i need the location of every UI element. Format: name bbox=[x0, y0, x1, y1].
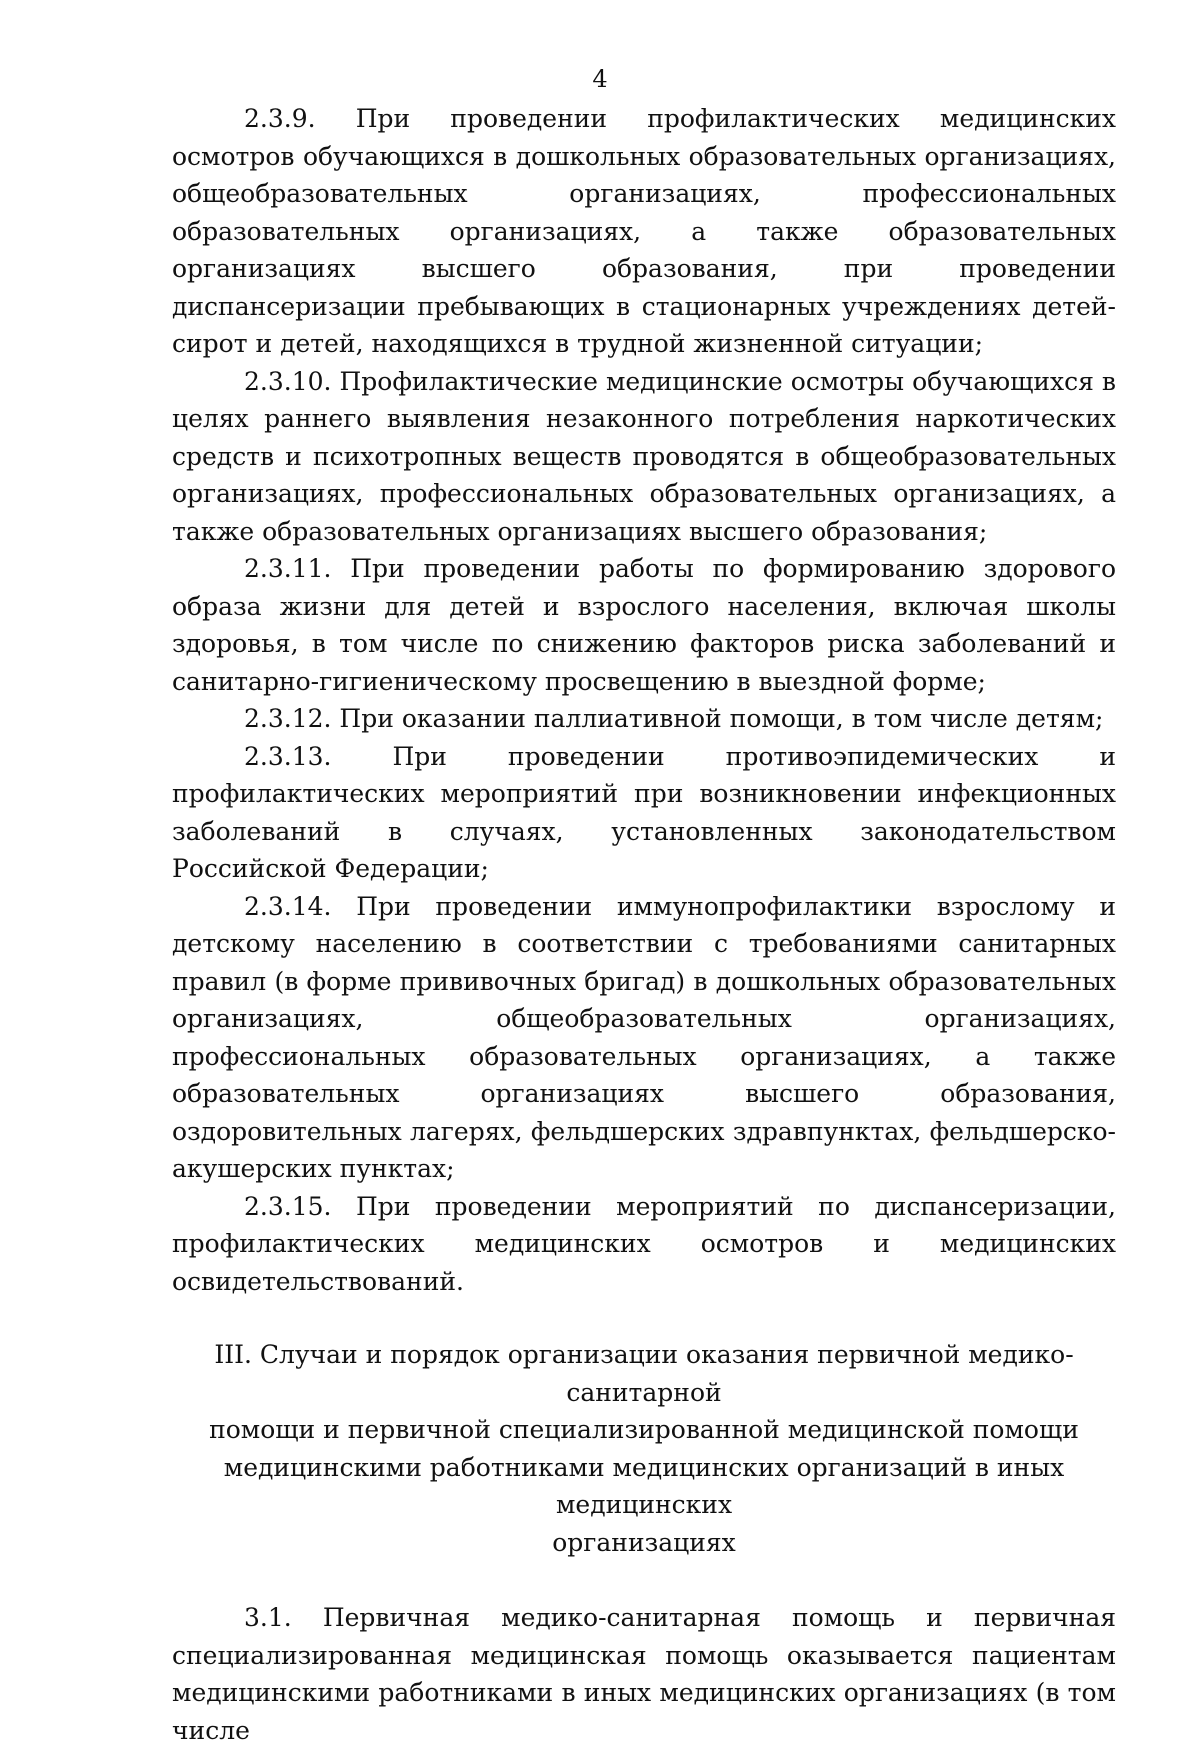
paragraph-2-3-10: 2.3.10. Профилактические медицинские осмотры обучающихся в целях раннего выявления незаконного потребления наркотических средств и психотропных веществ проводятся в общеобразовательных организациях, профессиональных образовательных организациях, а также образовательных организациях высшего образования; bbox=[172, 366, 1116, 546]
paragraph-2-3-11: 2.3.11. При проведении работы по формированию здорового образа жизни для детей и взрослого населения, включая школы здоровья, в том числе по снижению факторов риска заболеваний и санитарно-гигиеническому просвещению в выездной форме; bbox=[172, 554, 1116, 696]
paragraph-2-3-9: 2.3.9. При проведении профилактических медицинских осмотров обучающихся в дошкольных образовательных организациях, общеобразовательных организациях, профессиональных образовательных организациях, а также образовательных организациях высшего образования, при проведении диспансеризации пребывающих в стационарных учреждениях детей-сирот и детей, находящихся в трудной жизненной ситуации; bbox=[172, 104, 1116, 358]
document-body bbox=[172, 100, 1116, 1749]
paragraph-2-3-14: 2.3.14. При проведении иммунопрофилактики взрослому и детскому населению в соответствии с требованиями санитарных правил (в форме прививочных бригад) в дошкольных образовательных организациях, общеобразовательных организациях, профессиональных образовательных организациях, а также образовательных организациях высшего образования, оздоровительных лагерях, фельдшерских здравпунктах, фельдшерско-акушерских пунктах; bbox=[172, 891, 1116, 1183]
paragraph-2-3-15: 2.3.15. При проведении мероприятий по диспансеризации, профилактических медицинских осмотров и медицинских освидетельствований. bbox=[172, 1191, 1116, 1296]
paragraph-3-1: 3.1. Первичная медико-санитарная помощь и первичная специализированная медицинская помощь оказывается пациентам медицинскими работниками в иных медицинских организациях (в том числе bbox=[172, 1603, 1116, 1745]
section-heading-line: помощи и первичной специализированной медицинской помощи bbox=[209, 1415, 1079, 1444]
section-heading bbox=[172, 1336, 1116, 1561]
section-heading-line: организациях bbox=[552, 1527, 736, 1557]
section-heading-line: III. Случаи и порядок организации оказания первичной медико-санитарной bbox=[214, 1340, 1074, 1407]
paragraph-2-3-13: 2.3.13. При проведении противоэпидемических и профилактических мероприятий при возникновении инфекционных заболеваний в случаях, установленных законодательством Российской Федерации; bbox=[172, 741, 1116, 883]
section-heading-line: медицинскими работниками медицинских организаций в иных медицинских bbox=[223, 1452, 1065, 1519]
paragraph-2-3-12: 2.3.12. При оказании паллиативной помощи, в том числе детям; bbox=[244, 704, 1104, 733]
page-number: 4 bbox=[592, 65, 608, 93]
